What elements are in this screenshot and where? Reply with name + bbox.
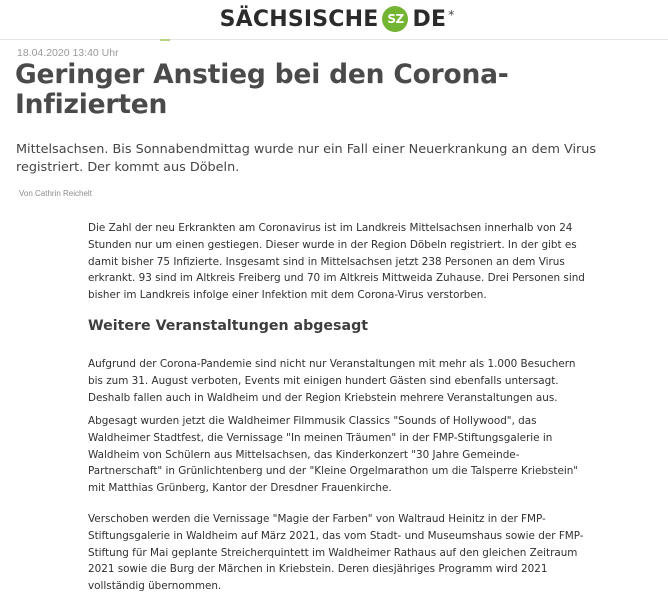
article-paragraph-3: Abgesagt wurden jetzt die Waldheimer Filmmusik Classics "Sounds of Hollywood", das Waldheimer Stadtfest, die Vernissage "In meinen Träumen" in der FMP-Stiftungsgalerie in Waldheim von Schülern aus Mittelsachsen, das Kinderkonzert "30 Jahre Gemeinde-Partnerschaft" in Grünlichtenberg und der "Kleine Orgelmarathon um die Talsperre Kriebstein" mit Matthias Grünberg, Kantor der Dresdner Frauenkirche. (88, 415, 579, 495)
article-paragraph-1: Die Zahl der neu Erkrankten am Coronavirus ist im Landkreis Mittelsachsen innerhalb von 24 Stunden nur um einen gestiegen. Dieser wurde in der Region Döbeln registriert. In der gibt es damit bisher 75 Infizierte. Insgesamt sind in Mittelsachsen jetzt 238 Personen an dem Virus erkrankt. 93 sind im Altkreis Freiberg und 70 im Altkreis Mittweida Zuhause. Drei Personen sind bisher im Landkreis infolge einer Infektion mit dem Corona-Virus verstorben. (88, 222, 585, 302)
article-teaser: Mittelsachsen. Bis Sonnabendmittag wurde nur ein Fall einer Neuerkrankung an dem Virus registriert. Der kommt aus Döbeln. (16, 142, 597, 175)
article-author: Von Cathrin Reichelt (19, 189, 92, 198)
logo-text-right: DE (412, 6, 447, 32)
article-date: 18.04.2020 13:40 Uhr (17, 47, 119, 59)
site-logo[interactable] (220, 6, 455, 32)
headline-line-1: Geringer Anstieg bei den Corona- (15, 59, 509, 90)
article-paragraph-2: Aufgrund der Corona-Pandemie sind nicht nur Veranstaltungen mit mehr als 1.000 Besuchern bis zum 31. August verboten, Events mit einigen hundert Gästen sind ebenfalls untersagt. Deshalb fallen auch in Waldheim und der Region Kriebstein mehrere Veranstaltungen aus. (88, 358, 576, 404)
logo-star: * (448, 8, 455, 22)
article-headline (15, 60, 615, 120)
masthead (0, 0, 668, 38)
article-paragraph-4: Verschoben werden die Vernissage "Magie der Farben" von Waltraud Heinitz in der FMP-Stiftungsgalerie in Waldheim auf März 2021, das vom Stadt- und Museumshaus sowie der FMP-Stiftung für Mai geplante Streicherquintett im Waldheimer Rathaus auf den gleichen Zeitraum 2021 sowie die Burg der Märchen in Kriebstein. Deren diesjähriges Programm wird 2021 vollständig übernommen. (88, 513, 584, 593)
sz-badge-icon: SZ (382, 6, 408, 32)
headline-line-2: Infizierten (15, 89, 168, 120)
article-subheading: Weitere Veranstaltungen abgesagt (88, 318, 369, 334)
header-divider (0, 39, 668, 40)
header-divider-accent (160, 39, 170, 41)
logo-text-left: SÄCHSISCHE (219, 6, 379, 32)
